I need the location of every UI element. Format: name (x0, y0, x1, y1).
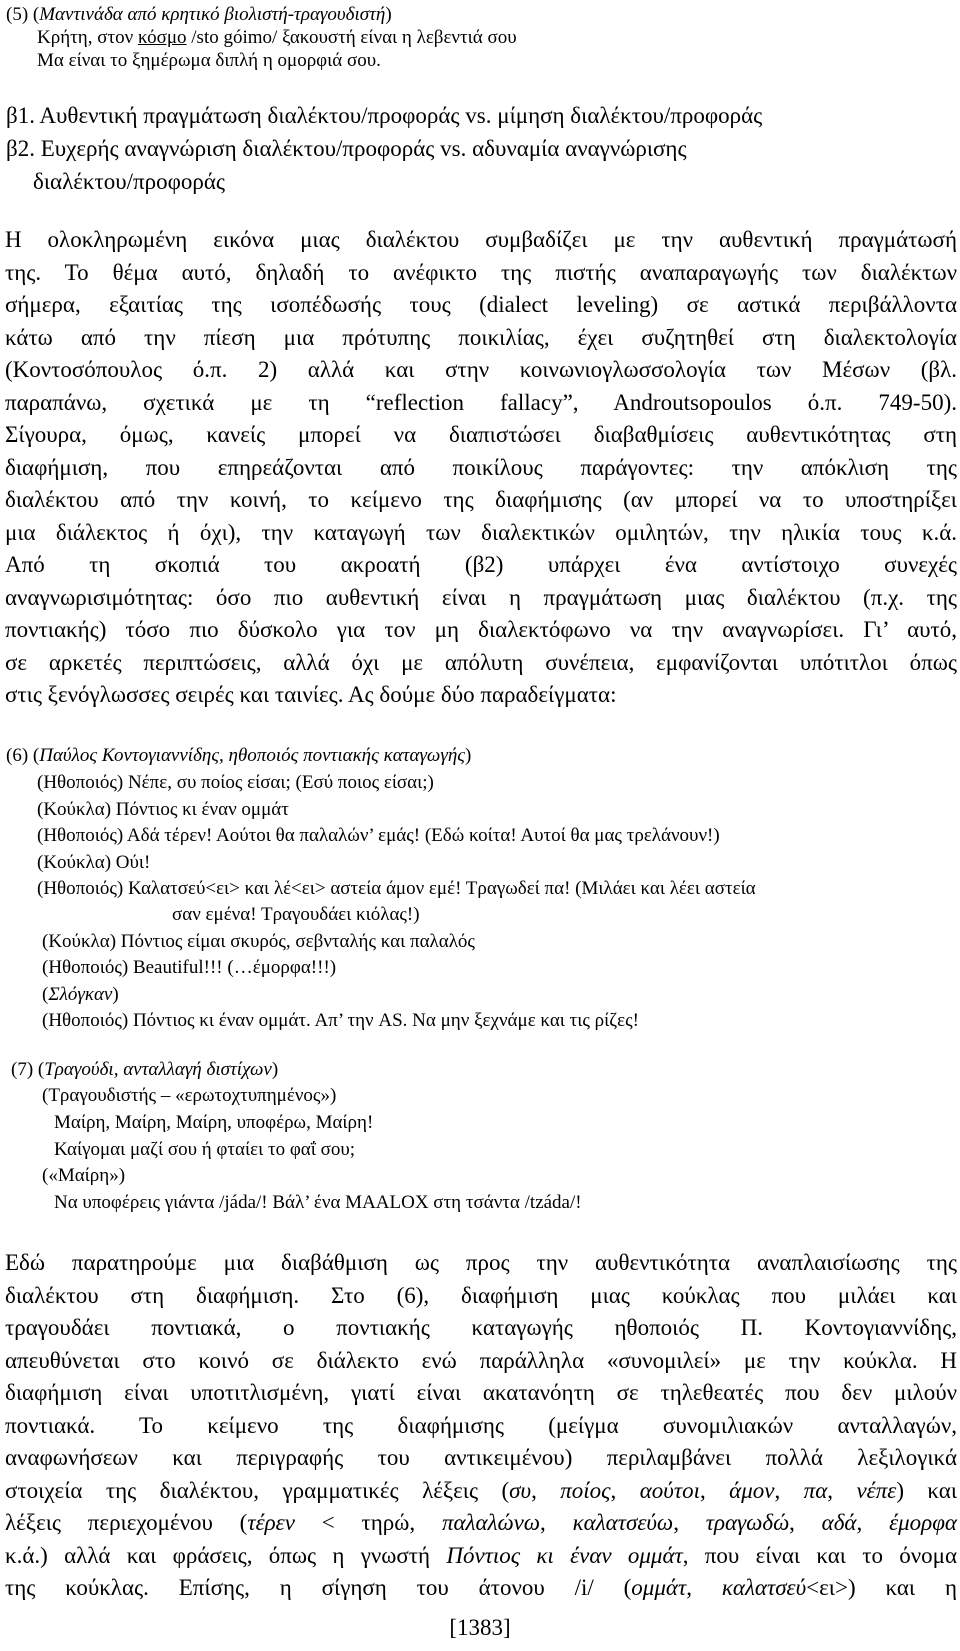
example-5-line-1: Κρήτη, στον κόσμο /sto góimo/ ξακουστή είναι η λεβεντιά σου (37, 27, 517, 48)
paragraph-line: μια διάλεκτος ή όχι), την καταγωγή των διαλεκτικών ομιλητών, την ηλικία τους κ.ά. (5, 520, 957, 545)
example-6-line: (Ηθοποιός) Πόντιος κι έναν ομμάτ. Απ’ την AS. Να μην ξεχνάμε και τις ρίζες! (42, 1010, 639, 1031)
example-6-line: (Ηθοποιός) Νέπε, συ ποίος είσαι; (Εσύ ποιος είσαι;) (37, 772, 434, 793)
paragraph-line: της. Το θέμα αυτό, δηλαδή το ανέφικτο της πιστής αναπαραγωγής των διαλέκτων (5, 260, 957, 285)
example-7-heading: (7) (Τραγούδι, ανταλλαγή διστίχων) (11, 1059, 279, 1080)
paragraph-line: διαφήμιση, που επηρεάζονται από ποικίλους παράγοντες: την απόκλιση της (5, 455, 957, 480)
example-6-heading: (6) (Παύλος Κοντογιαννίδης, ηθοποιός ποντιακής καταγωγής) (6, 745, 472, 766)
paragraph-line: απευθύνεται στο κοινό σε διάλεκτο ενώ παράλληλα «συνομιλεί» με την κούκλα. Η (5, 1348, 957, 1373)
example-5-heading: (5) (Μαντινάδα από κρητικό βιολιστή-τραγουδιστή) (6, 4, 392, 25)
example-7-line: («Μαίρη») (42, 1165, 126, 1186)
paragraph-line: Σίγουρα, όμως, κανείς μπορεί να διαπιστώσει διαβαθμίσεις αυθεντικότητας στη (5, 422, 957, 447)
criterion-b2: β2. Ευχερής αναγνώριση διαλέκτου/προφοράς vs. αδυναμία αναγνώρισης (6, 136, 687, 161)
example-6-line: (Κούκλα) Πόντιος κι έναν ομμάτ (37, 799, 289, 820)
paragraph-line: ποντιακής) τόσο πιο δύσκολο για τον μη διαλεκτόφωνο να την αναγνωρίσει. Γι’ αυτό, (5, 617, 957, 642)
criterion-b2-continuation: διαλέκτου/προφοράς (33, 169, 225, 194)
paragraph-line: διαλέκτου στη διαφήμιση. Στο (6), διαφήμιση μιας κούκλας που μιλάει και (5, 1283, 957, 1308)
example-7-line: (Τραγουδιστής – «ερωτοχτυπημένος») (42, 1085, 337, 1106)
example-7-line: Να υποφέρεις γιάντα /jáda/! Βάλ’ ένα MAALOX στη τσάντα /tzáda/! (54, 1192, 582, 1213)
paragraph-line: παραπάνω, σχετικά με τη “reflection fallacy”, Androutsopoulos ό.π. 749-50). (5, 390, 957, 415)
criterion-b1: β1. Αυθεντική πραγμάτωση διαλέκτου/προφοράς vs. μίμηση διαλέκτου/προφοράς (6, 103, 763, 128)
paragraph-line: Η ολοκληρωμένη εικόνα μιας διαλέκτου συμβαδίζει με την αυθεντική πραγμάτωσή (5, 227, 957, 252)
paragraph-line: κ.ά.) αλλά και φράσεις, όπως η γνωστή Πόντιος κι έναν ομμάτ, που είναι και το όνομα (5, 1543, 957, 1568)
example-6-line: (Κούκλα) Ούι! (37, 852, 151, 873)
paragraph-line: αναφωνήσεων και περιγραφής του αντικειμένου) περιλαμβάνει πολλά λεξιλογικά (5, 1445, 957, 1470)
example-6-line: (Ηθοποιός) Beautiful!!! (…έμορφα!!!) (42, 957, 337, 978)
example-7-line: Καίγομαι μαζί σου ή φταίει το φαΐ σου; (54, 1139, 356, 1160)
paragraph-line: λέξεις περιεχομένου (τέρεν < τηρώ, παλαλώνω, καλατσεύω, τραγωδώ, αδά, έμορφα (5, 1510, 958, 1535)
paragraph-line: Από τη σκοπιά του ακροατή (β2) υπάρχει ένα αντίστοιχο συνεχές (5, 552, 957, 577)
paragraph-line: σε αρκετές περιπτώσεις, αλλά όχι με απόλυτη συνέπεια, εμφανίζονται υπότιτλοι όπως (5, 650, 957, 675)
paragraph-line: αναγνωρισιμότητας: όσο πιο αυθεντική είναι η πραγμάτωση μιας διαλέκτου (π.χ. της (5, 585, 957, 610)
example-6-line: (Ηθοποιός) Αδά τέρεν! Αούτοι θα παλαλών’ εμάς! (Εδώ κοίτα! Αυτοί θα μας τρελάνουν!) (37, 825, 720, 846)
paragraph-line: ποντιακά. Το κείμενο της διαφήμισης (μείγμα συνομιλιακών ανταλλαγών, (5, 1413, 957, 1438)
paragraph-line: διαλέκτου από την κοινή, το κείμενο της διαφήμισης (αν μπορεί να το υποστηρίξει (5, 487, 957, 512)
paragraph-line: σήμερα, εξαιτίας της ισοπέδωσής τους (dialect leveling) σε αστικά περιβάλλοντα (5, 292, 957, 317)
paragraph-line: (Κοντοσόπουλος ό.π. 2) αλλά και στην κοινωνιογλωσσολογία των Μέσων (βλ. (5, 357, 957, 382)
example-5-line-2: Μα είναι το ξημέρωμα διπλή η ομορφιά σου. (37, 50, 381, 71)
paragraph-line-last: στις ξενόγλωσσες σειρές και ταινίες. Ας δούμε δύο παραδείγματα: (5, 682, 617, 707)
paragraph-line: της κούκλας. Επίσης, η σίγηση του άτονου /i/ (ομμάτ, καλατσεύ<ει>) και η (5, 1575, 958, 1600)
example-6-line: (Ηθοποιός) Καλατσεύ<ει> και λέ<ει> αστεία άμον εμέ! Τραγωδεί πα! (Μιλάει και λέει αστεία (37, 878, 756, 899)
example-7-line: Μαίρη, Μαίρη, Μαίρη, υποφέρω, Μαίρη! (54, 1112, 374, 1133)
page-number: [1383] (449, 1615, 511, 1640)
example-6-line: (Κούκλα) Πόντιος είμαι σκυρός, σεβνταλής και παλαλός (42, 931, 475, 952)
paragraph-line: Εδώ παρατηρούμε μια διαβάθμιση ως προς την αυθεντικότητα αναπλαισίωσης της (5, 1250, 957, 1275)
example-6-line-continuation: σαν εμένα! Τραγουδάει κιόλας!) (172, 904, 420, 925)
paragraph-line: στοιχεία της διαλέκτου, γραμματικές λέξεις (συ, ποίος, αούτοι, άμον, πα, νέπε) και (5, 1478, 958, 1503)
example-6-line: (Σλόγκαν) (42, 984, 119, 1005)
paragraph-line: κάτω από την πίεση μια πρότυπης ποικιλίας, έχει συζητηθεί στη διαλεκτολογία (5, 325, 957, 350)
paragraph-line: τραγουδάει ποντιακά, ο ποντιακής καταγωγής ηθοποιός Π. Κοντογιαννίδης, (5, 1315, 957, 1340)
paragraph-line: διαφήμιση είναι υποτιτλισμένη, γιατί είναι ακατανόητη σε τηλεθεατές που δεν μιλούν (5, 1380, 957, 1405)
